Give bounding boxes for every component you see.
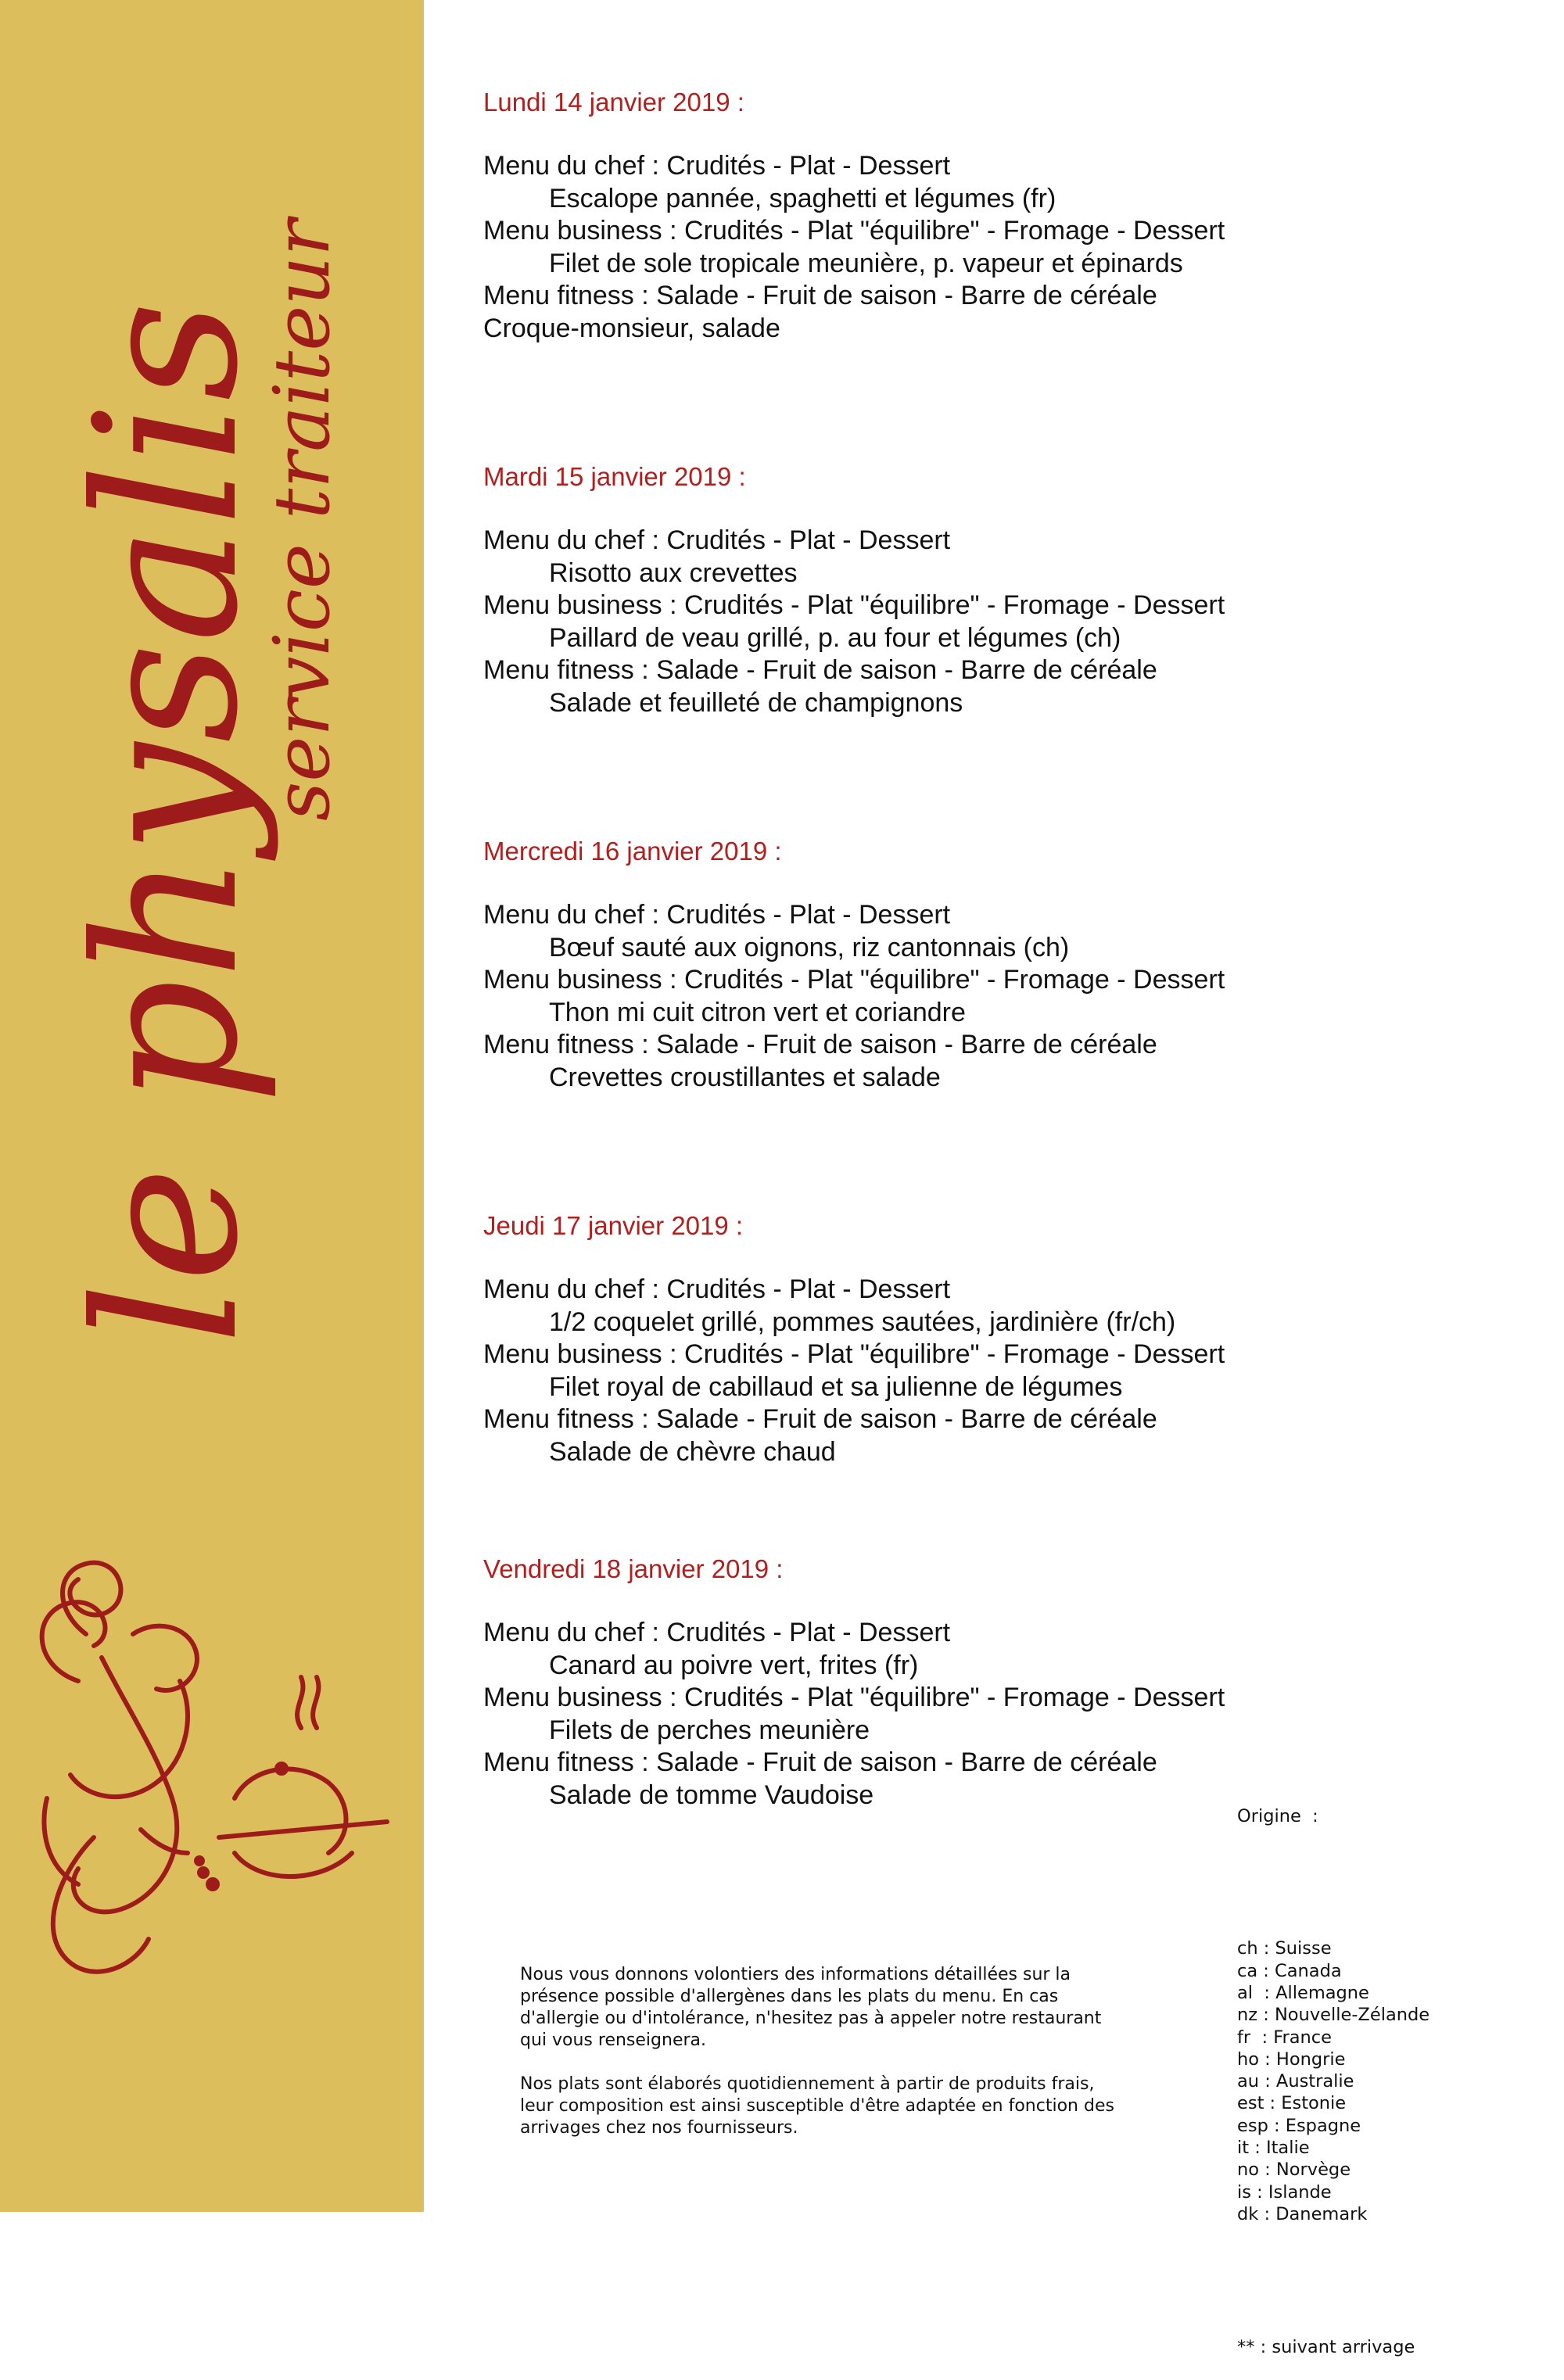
origin-entry: esp : Espagne <box>1237 2115 1361 2136</box>
brand-tagline-logotype <box>258 216 347 821</box>
menu-line: Menu business : Crudités - Plat "équilibre" - Fromage - Dessert <box>483 216 1225 246</box>
day-menu <box>483 86 1547 345</box>
day-title: Mercredi 16 janvier 2019 : <box>483 837 782 866</box>
origin-entries <box>1237 1937 1550 2225</box>
menu-line: Menu business : Crudités - Plat "équilibre" - Fromage - Dessert <box>483 965 1225 995</box>
day-title: Mardi 15 janvier 2019 : <box>483 462 746 491</box>
dish-line: Filets de perches meunière <box>549 1715 870 1745</box>
day-title: Vendredi 18 janvier 2019 : <box>483 1554 784 1583</box>
menu-line: Menu fitness : Salade - Fruit de saison - Barre de céréale <box>483 1747 1157 1777</box>
dish-line: Canard au poivre vert, frites (fr) <box>549 1650 919 1680</box>
day-spacer <box>483 1094 1547 1210</box>
dish-line: Paillard de veau grillé, p. au four et légumes (ch) <box>549 622 1121 653</box>
menu-line: Menu fitness : Salade - Fruit de saison - Barre de céréale <box>483 1404 1157 1434</box>
brand-logo <box>0 0 424 2212</box>
day-title: Jeudi 17 janvier 2019 : <box>483 1211 744 1240</box>
menu-line: Menu du chef : Crudités - Plat - Dessert <box>483 151 951 181</box>
dish-line: Salade et feuilleté de champignons <box>549 687 963 718</box>
dish-line: Filet royal de cabillaud et sa julienne de légumes <box>549 1371 1123 1402</box>
day-spacer <box>483 1468 1547 1553</box>
origin-entry: ch : Suisse <box>1237 1938 1332 1959</box>
freshness-note: Nos plats sont élaborés quotidiennement à partir de produits frais, leur composition est ainsi susceptible d'être adaptée en fonction des arrivages chez nos fournisseurs. <box>520 2074 1114 2138</box>
origin-entry: nz : Nouvelle-Zélande <box>1237 2005 1430 2026</box>
menu-line: Menu du chef : Crudités - Plat - Dessert <box>483 1618 951 1647</box>
menu-line: Menu fitness : Salade - Fruit de saison - Barre de céréale <box>483 1030 1157 1059</box>
origin-entry: al : Allemagne <box>1237 1982 1369 2003</box>
origin-entry: it : Italie <box>1237 2138 1310 2159</box>
allergen-note: Nous vous donnons volontiers des informations détaillées sur la présence possible d'allergènes dans les plats du menu. En cas d'allergie ou d'intolérance, n'hesitez pas à appeler notre restaurant qui vous renseignera. <box>520 1965 1102 2050</box>
menu-line: Menu du chef : Crudités - Plat - Dessert <box>483 900 951 930</box>
dish-line: Crevettes croustillantes et salade <box>549 1062 941 1092</box>
origin-title: Origine : <box>1237 1805 1318 1826</box>
dish-line: Thon mi cuit citron vert et coriandre <box>549 997 966 1027</box>
origin-entry: ca : Canada <box>1237 1960 1342 1981</box>
origin-entry: est : Estonie <box>1237 2093 1347 2114</box>
origin-spacer <box>1237 1871 1550 1893</box>
day-title: Lundi 14 janvier 2019 : <box>483 88 744 116</box>
brand-sidebar <box>0 0 424 2212</box>
menu-line: Menu business : Crudités - Plat "équilibre" - Fromage - Dessert <box>483 1683 1225 1712</box>
menu-content <box>483 86 1547 1812</box>
origin-spacer <box>1237 2270 1550 2292</box>
dish-line: Bœuf sauté aux oignons, riz cantonnais (ch) <box>549 932 1070 962</box>
brand-tagline-text: service traiteur <box>258 219 347 821</box>
dish-line: Salade de chèvre chaud <box>549 1436 836 1467</box>
dish-line: Salade de tomme Vaudoise <box>549 1780 874 1810</box>
day-menu <box>483 461 1547 719</box>
menu-line: Menu fitness : Salade - Fruit de saison - Barre de céréale <box>483 281 1157 310</box>
origin-entry: ho : Hongrie <box>1237 2048 1346 2070</box>
menu-line: Menu fitness : Salade - Fruit de saison - Barre de céréale <box>483 655 1157 685</box>
dish-line: Risotto aux crevettes <box>549 557 798 588</box>
dish-line: Escalope pannée, spaghetti et légumes (fr) <box>549 183 1056 213</box>
info-notes <box>520 1964 1114 2161</box>
origin-entry: no : Norvège <box>1237 2160 1351 2181</box>
origin-entry: dk : Danemark <box>1237 2203 1368 2224</box>
origin-entry: is : Islande <box>1237 2181 1332 2203</box>
origin-entry: fr : France <box>1237 2027 1333 2048</box>
menu-line: Menu du chef : Crudités - Plat - Dessert <box>483 1274 951 1304</box>
day-spacer <box>483 345 1547 461</box>
waiter-illustration-icon <box>42 1563 387 1972</box>
brand-name-logotype <box>53 301 281 1345</box>
origin-entry: au : Australie <box>1237 2071 1354 2092</box>
dish-line: Filet de sole tropicale meunière, p. vapeur et épinards <box>549 248 1183 278</box>
menu-line: Menu du chef : Crudités - Plat - Dessert <box>483 525 951 555</box>
dish-line: 1/2 coquelet grillé, pommes sautées, jardinière (fr/ch) <box>549 1306 1176 1337</box>
origin-footnote: ** : suivant arrivage <box>1237 2336 1415 2357</box>
menu-line: Menu business : Crudités - Plat "équilibre" - Fromage - Dessert <box>483 590 1225 620</box>
brand-name-text: le physalis <box>53 300 281 1345</box>
day-menu <box>483 835 1547 1094</box>
origin-legend <box>1237 1761 1550 2380</box>
menu-line: Menu business : Crudités - Plat "équilibre" - Fromage - Dessert <box>483 1339 1225 1369</box>
menu-line: Croque-monsieur, salade <box>483 313 780 343</box>
day-menu <box>483 1210 1547 1468</box>
day-spacer <box>483 719 1547 835</box>
